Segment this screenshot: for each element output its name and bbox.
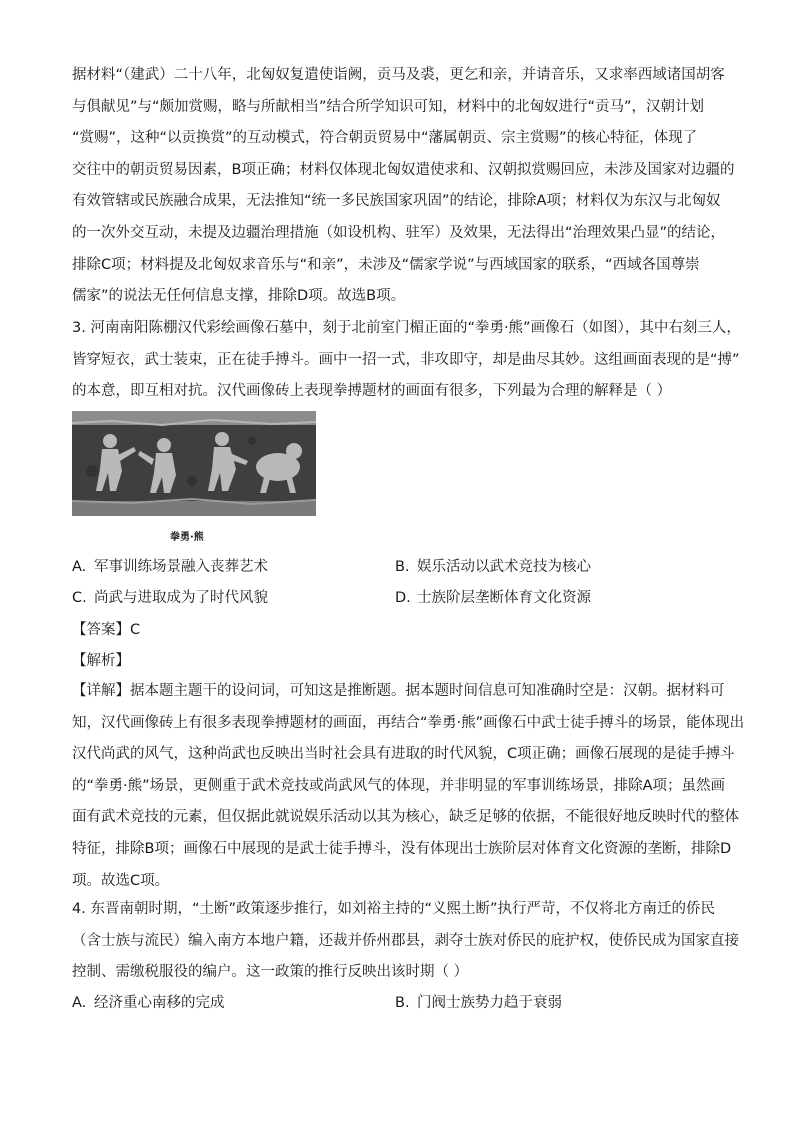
option-text: 门阀士族势力趋于衰弱: [417, 995, 562, 1011]
relief-illustration: [72, 411, 316, 516]
option-text: 军事训练场景融入丧葬艺术: [94, 559, 268, 575]
analysis-label: 【解析】: [72, 653, 130, 669]
q4-option-b: [395, 993, 562, 1013]
answer-label: 【答案】: [72, 622, 130, 638]
answer-line: [72, 620, 140, 640]
option-letter: B.: [395, 559, 410, 575]
analysis-paragraph-q3: [72, 676, 745, 897]
text-line: 的一次外交互动，未提及边疆治理措施（如设机构、驻军）及效果，无法得出“治理效果凸显”的结论，: [72, 224, 726, 241]
q3-option-b: [395, 557, 591, 577]
text-line: 的“拳勇·熊”场景，更侧重于武术竞技或尚武风气的体现，并非明显的军事训练场景，排除A项；虽然画: [72, 777, 726, 794]
text-line: 与俱献见”与“颇加赏赐，略与所献相当”结合所学知识可知，材料中的北匈奴进行“贡马”，汉朝计划: [72, 98, 705, 115]
text-line: “赏赐”，这种“以贡换赏”的互动模式，符合朝贡贸易中“藩属朝贡、宗主赏赐”的核心特征，体现了: [72, 130, 698, 147]
q4-option-a: [72, 993, 225, 1013]
analysis-paragraph-q2: [72, 60, 735, 313]
text-line: 4. 东晋南朝时期，“土断”政策逐步推行，如刘裕主持的“义熙土断”执行严苛，不仅将北方南迁的侨民: [72, 901, 715, 917]
option-letter: B.: [395, 995, 410, 1011]
option-text: 娱乐活动以武术竞技为核心: [417, 559, 591, 575]
text-line: 知，汉代画像砖上有很多表现拳搏题材的画面，再结合“拳勇·熊”画像石中武士徒手搏斗的场景，能体现出: [72, 714, 745, 731]
text-line: 儒家”的说法无任何信息支撑，排除D项。故选B项。: [72, 288, 406, 305]
text-line: 据材料“（建武）二十八年，北匈奴复遣使诣阙，贡马及裘，更乞和亲，并请音乐，又求率西域诸国胡客: [72, 67, 725, 83]
option-letter: C.: [72, 590, 87, 606]
figure-caption: 拳勇·熊: [170, 532, 204, 543]
question-4-stem: [72, 894, 739, 989]
option-letter: A.: [72, 995, 87, 1011]
text-line: 面有武术竞技的元素，但仅据此就说娱乐活动以其为核心，缺乏足够的依据，不能很好地反映时代的整体: [72, 809, 739, 826]
q3-option-c: [72, 588, 268, 608]
option-text: 士族阶层垄断体育文化资源: [417, 590, 591, 606]
text-line: 汉代尚武的风气，这种尚武也反映出当时社会具有进取的时代风貌，C项正确；画像石展现的是徒手搏斗: [72, 746, 735, 763]
text-line: （含士族与流民）编入南方本地户籍，还裁并侨州郡县，剥夺士族对侨民的庇护权，使侨民成为国家直接: [72, 932, 739, 949]
text-line: 的本意，即互相对抗。汉代画像砖上表现拳搏题材的画面有很多，下列最为合理的解释是（ ）: [72, 383, 672, 400]
q3-option-a: [72, 557, 268, 577]
text-line: 【详解】据本题主题干的设问词，可知这是推断题。据本题时间信息可知准确时空是：汉朝。据材料可: [72, 683, 725, 699]
text-line: 排除C项；材料提及北匈奴求音乐与“和亲”，未涉及“儒家学说”与西域国家的联系，“西域各国尊崇: [72, 256, 700, 273]
q3-option-d: [395, 588, 591, 608]
stone-relief-image: [72, 411, 316, 516]
text-line: 皆穿短衣，武士装束，正在徒手搏斗。画中一招一式，非攻即守，却是曲尽其妙。这组画面表现的是“搏”: [72, 351, 740, 368]
text-line: 交往中的朝贡贸易因素，B项正确；材料仅体现北匈奴遣使求和、汉朝拟赏赐回应，未涉及国家对边疆的: [72, 161, 735, 178]
text-line: 有效管辖或民族融合成果，无法推知“统一多民族国家巩固”的结论，排除A项；材料仅为东汉与北匈奴: [72, 193, 721, 210]
option-text: 尚武与进取成为了时代风貌: [94, 590, 268, 606]
text-line: 特征，排除B项；画像石中展现的是武士徒手搏斗，没有体现出士族阶层对体育文化资源的垄断，排除D: [72, 840, 732, 857]
text-line: 项。故选C项。: [72, 872, 170, 889]
option-text: 经济重心南移的完成: [94, 995, 225, 1011]
option-letter: D.: [395, 590, 411, 606]
answer-value: C: [130, 622, 141, 638]
question-3-stem: [72, 313, 741, 408]
text-line: 3. 河南南阳陈棚汉代彩绘画像石墓中，刻于北前室门楣正面的“拳勇·熊”画像石（如图），其中右刻三人，: [72, 320, 741, 336]
option-letter: A.: [72, 559, 87, 575]
text-line: 控制、需缴税服役的编户。这一政策的推行反映出该时期（ ）: [72, 964, 469, 981]
